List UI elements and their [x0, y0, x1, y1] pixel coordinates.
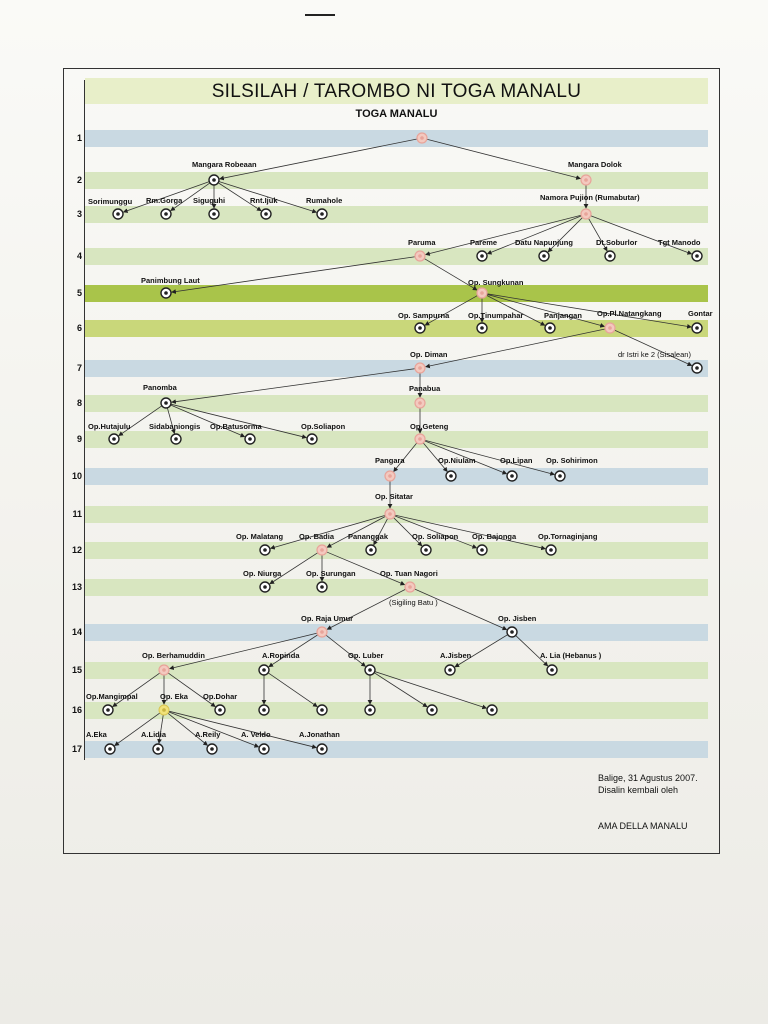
person-node [605, 251, 615, 261]
generation-number: 12 [71, 545, 82, 555]
generation-number: 8 [76, 398, 82, 408]
descent-arrow [426, 215, 581, 254]
node-label: Pangara [375, 456, 405, 465]
generation-number: 10 [71, 471, 82, 481]
node-label: Panjangan [544, 311, 582, 320]
node-label: Op.Dohar [203, 692, 238, 701]
node-label: Op. Niurga [243, 569, 282, 578]
person-node [581, 175, 591, 185]
person-node [317, 627, 327, 637]
descent-arrow [374, 673, 427, 707]
person-node [385, 509, 395, 519]
node-label: Mangara Robeaan [192, 160, 257, 169]
person-node [555, 471, 565, 481]
node-label: Op. Surungan [306, 569, 356, 578]
generation-number: 4 [76, 251, 82, 261]
generation-number: 17 [71, 744, 82, 754]
person-node [605, 323, 615, 333]
descent-arrow [171, 405, 245, 437]
node-label: Op. Eka [160, 692, 188, 701]
node-label: Op. Sungkunan [468, 278, 524, 287]
person-node [692, 323, 702, 333]
node-label: Op.Mangimpal [86, 692, 138, 701]
person-node [366, 545, 376, 555]
person-node [415, 363, 425, 373]
node-label: Namora Pujion (Rumabutar) [540, 193, 640, 202]
person-node [487, 705, 497, 715]
descent-arrow [172, 369, 415, 402]
node-label: Op. Malatang [236, 532, 284, 541]
descent-arrow [268, 673, 317, 707]
descent-arrow [171, 404, 306, 437]
generation-number: 5 [76, 288, 82, 298]
person-node [415, 398, 425, 408]
node-label: Op. Sohirimon [546, 456, 598, 465]
descent-arrow [113, 673, 160, 707]
person-node [317, 582, 327, 592]
person-node [113, 209, 123, 219]
node-label: (Sigiling Batu ) [389, 598, 438, 607]
person-node [161, 288, 171, 298]
person-node [581, 209, 591, 219]
node-label: Rm.Gorga [146, 196, 183, 205]
person-node [415, 434, 425, 444]
generation-number: 7 [76, 363, 82, 373]
node-label: dr Istri ke 2 (Sisalean) [618, 350, 691, 359]
node-label: Op. Soliapon [412, 532, 459, 541]
node-label: Sorimunggu [88, 197, 133, 206]
node-label: A.Ropinda [262, 651, 300, 660]
node-label: Op. Raja Umur [301, 614, 354, 623]
descent-arrow [488, 216, 582, 254]
node-label: Op. Bajonga [472, 532, 517, 541]
descent-arrow [172, 257, 415, 292]
person-node [153, 744, 163, 754]
node-label: Pareme [470, 238, 498, 247]
person-node [477, 323, 487, 333]
descent-arrow [168, 673, 215, 707]
person-node [446, 471, 456, 481]
node-label: Siguguhi [193, 196, 226, 205]
person-node [427, 705, 437, 715]
node-label: Op. Diman [410, 350, 448, 359]
page-title: SILSILAH / TAROMBO NI TOGA MANALU [85, 78, 708, 104]
node-label: A.Jisben [440, 651, 472, 660]
person-node [317, 545, 327, 555]
node-label: Op.Pl.Natangkang [597, 309, 662, 318]
person-node [385, 471, 395, 481]
node-label: A. Veldo [241, 730, 271, 739]
descent-arrow [119, 406, 162, 436]
descent-arrow [427, 139, 580, 178]
person-node [260, 545, 270, 555]
person-node [159, 665, 169, 675]
node-label: A. Lia (Hebanus ) [540, 651, 602, 660]
person-node [161, 209, 171, 219]
root-ancestor-label: TOGA MANALU [355, 108, 438, 120]
node-label: Op.Tinumpahar [468, 311, 524, 320]
node-label: Op.Tornaginjang [538, 532, 598, 541]
node-label: Op. Sampurna [398, 311, 450, 320]
person-node [317, 744, 327, 754]
generation-number: 11 [72, 509, 82, 519]
person-node [417, 133, 427, 143]
person-node [317, 705, 327, 715]
person-node [260, 582, 270, 592]
descent-arrow [426, 329, 605, 367]
person-node [209, 209, 219, 219]
node-label: Rnt.Ijuk [250, 196, 278, 205]
person-node [261, 209, 271, 219]
node-label: Gontar [688, 309, 713, 318]
node-label: Dt.Soburlor [596, 238, 638, 247]
person-node [547, 665, 557, 675]
person-node [415, 323, 425, 333]
person-node [215, 705, 225, 715]
node-label: Op.Lipan [500, 456, 533, 465]
person-node [507, 627, 517, 637]
person-node [161, 398, 171, 408]
node-label: Op. Jisben [498, 614, 537, 623]
person-node [692, 251, 702, 261]
node-label: Panomba [143, 383, 177, 392]
person-node [159, 705, 169, 715]
node-label: Rumahole [306, 196, 343, 205]
person-node [365, 665, 375, 675]
node-label: Op. Berhamuddin [142, 651, 205, 660]
person-node [405, 582, 415, 592]
descent-arrow [220, 139, 417, 179]
node-label: Sidabaniongis [149, 422, 201, 431]
node-label: Tgt Manodo [658, 238, 701, 247]
generation-number: 16 [71, 705, 82, 715]
footer-note: Disalin kembali oleh [598, 785, 679, 795]
generation-number: 13 [71, 582, 82, 592]
generation-number: 6 [76, 323, 82, 333]
generation-number: 3 [76, 209, 82, 219]
person-node [477, 288, 487, 298]
node-label: Op. Sitatar [375, 492, 413, 501]
person-node [259, 705, 269, 715]
person-node [545, 323, 555, 333]
person-node [209, 175, 219, 185]
person-node [307, 434, 317, 444]
generation-number: 2 [76, 175, 82, 185]
descent-arrow [615, 330, 692, 365]
node-label: A.Lidia [141, 730, 167, 739]
node-label: A.Jonathan [299, 730, 340, 739]
person-node [109, 434, 119, 444]
generation-number: 9 [76, 434, 82, 444]
footer-author: AMA DELLA MANALU [598, 821, 688, 831]
node-label: Op.Geteng [410, 422, 449, 431]
person-node [507, 471, 517, 481]
person-node [546, 545, 556, 555]
person-node [103, 705, 113, 715]
node-label: Datu Napunjung [515, 238, 573, 247]
node-label: Op. Luber [348, 651, 384, 660]
descent-arrow [375, 672, 487, 709]
node-label: Pananggak [348, 532, 389, 541]
descent-arrow [327, 589, 405, 629]
person-node [171, 434, 181, 444]
person-node [365, 705, 375, 715]
node-label: Op. Tuan Nagori [380, 569, 438, 578]
node-label: Mangara Dolok [568, 160, 622, 169]
node-label: Op.Hutajulu [88, 422, 131, 431]
generation-number: 15 [71, 665, 82, 675]
descent-arrow [415, 589, 507, 630]
person-node [539, 251, 549, 261]
person-node [105, 744, 115, 754]
node-label: A.Eka [86, 730, 107, 739]
person-node [245, 434, 255, 444]
person-node [445, 665, 455, 675]
generation-number: 14 [71, 627, 82, 637]
node-label: A.Reily [195, 730, 221, 739]
node-label: Op.Batusorma [210, 422, 262, 431]
generation-number: 1 [76, 133, 82, 143]
person-node [415, 251, 425, 261]
node-label: Paruma [408, 238, 436, 247]
node-label: Op.Niulam [438, 456, 476, 465]
person-node [477, 251, 487, 261]
node-label: Op. Badia [299, 532, 335, 541]
person-node [317, 209, 327, 219]
person-node [259, 665, 269, 675]
node-label: Panimbung Laut [141, 276, 200, 285]
person-node [259, 744, 269, 754]
node-label: Panabua [409, 384, 441, 393]
node-label: Op.Soliapon [301, 422, 346, 431]
person-node [477, 545, 487, 555]
person-node [421, 545, 431, 555]
footer-place-date: Balige, 31 Agustus 2007. [598, 773, 698, 783]
person-node [207, 744, 217, 754]
person-node [692, 363, 702, 373]
